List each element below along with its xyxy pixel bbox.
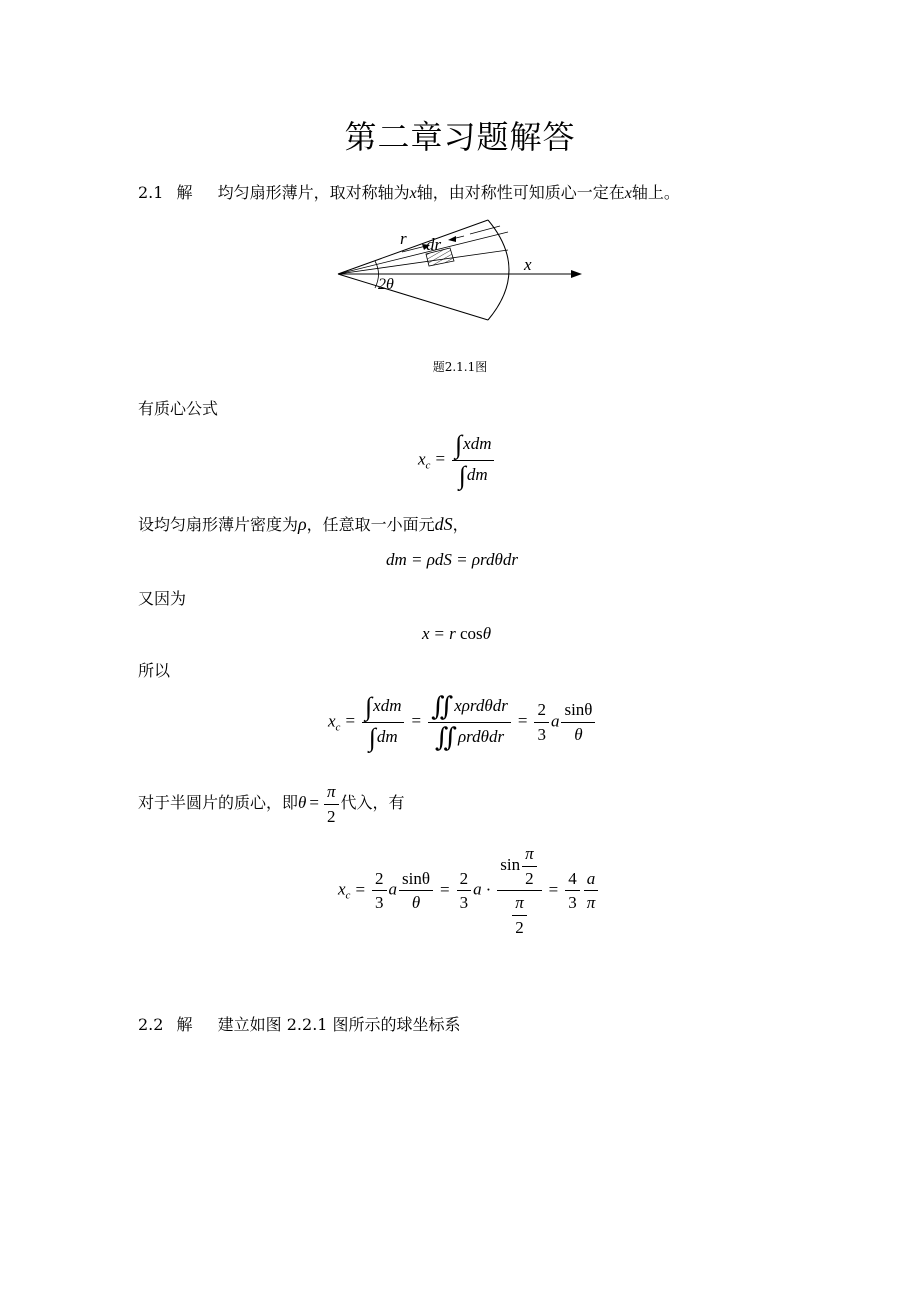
eq-sign: = (440, 879, 450, 899)
intro-text-1: 均匀扇形薄片，取对称轴为 (217, 183, 410, 202)
page-title: 第二章习题解答 (344, 118, 576, 156)
fraction-nested (497, 844, 541, 937)
denominator: 3 (375, 893, 384, 913)
denominator: dm (376, 726, 398, 746)
sector-arc (488, 220, 509, 320)
var-rho: ρ (298, 514, 307, 534)
eq-sub: c (345, 889, 351, 902)
fraction-sin (399, 869, 433, 913)
eq-sign: = (517, 711, 528, 731)
sector-lower-edge (338, 274, 488, 320)
text-density (138, 512, 469, 535)
fraction-pi-2 (512, 893, 527, 937)
numerator: 2 (534, 700, 549, 723)
numerator: π (522, 844, 537, 867)
label-angle: 2θ (378, 276, 394, 293)
problem-2-2-intro (138, 1012, 461, 1035)
eq-sign: = (548, 879, 559, 899)
numerator: 2 (372, 869, 387, 892)
label-x: x (524, 255, 532, 274)
cos: cos (460, 624, 483, 643)
problem-number: 2.1 (138, 183, 164, 202)
semicircle-text-2: 代入，有 (340, 792, 405, 812)
denominator: θ (574, 725, 583, 744)
denominator: π (586, 893, 596, 913)
var-a: a (550, 711, 560, 731)
figure-caption: 题2.1.1图 (432, 360, 488, 374)
fraction-pi-2 (522, 844, 537, 888)
numerator: π (512, 893, 527, 916)
sector-upper-edge (338, 220, 488, 274)
denominator: θ (411, 893, 421, 913)
label-dr: dr (426, 235, 442, 254)
intro-text-3: 轴上。 (631, 183, 680, 202)
numerator: 4 (565, 869, 580, 892)
denominator: dm (466, 464, 488, 484)
integral: ∫ (368, 723, 376, 752)
eq-sign: = (355, 879, 366, 899)
denominator: 3 (537, 725, 546, 744)
fraction-const (534, 700, 549, 744)
radial-line-2 (338, 250, 508, 274)
text-formula-intro: 有质心公式 (138, 399, 219, 418)
numerator: xρrdθdr (454, 695, 508, 715)
eq-sign: = (435, 449, 446, 469)
numerator: xdm (373, 695, 402, 715)
double-integral: ∬ (431, 692, 454, 721)
var-ds: dS (434, 514, 453, 534)
denominator: 3 (459, 893, 469, 913)
numerator: 2 (457, 869, 472, 892)
var-x: x (409, 185, 417, 202)
eq-sign: = (345, 711, 356, 731)
fraction-pi-2 (324, 782, 339, 826)
eq-sign: = (434, 624, 445, 643)
eq-sub: c (335, 721, 341, 734)
numerator: a (584, 869, 599, 892)
var-a: a (388, 879, 398, 899)
radial-line-1 (338, 232, 508, 274)
semicircle-text-1: 对于半圆片的质心，即 (138, 792, 299, 812)
denominator: 3 (568, 893, 577, 913)
numerator: xdm (463, 433, 492, 453)
denominator: 2 (326, 806, 336, 826)
sin: sin (500, 854, 521, 874)
problem-2-2-text: 建立如图 2.2.1 图所示的球坐标系 (217, 1015, 461, 1034)
fraction-const (372, 869, 387, 913)
fraction-3 (561, 700, 595, 744)
fraction-4-3 (565, 869, 580, 913)
eq-lhs: x (338, 879, 346, 899)
fraction-2 (428, 694, 511, 751)
equation-semicircle (338, 844, 600, 937)
integral: ∫ (455, 430, 463, 459)
var-r: r (449, 624, 456, 643)
eq-lhs: x (418, 449, 426, 469)
fraction-const-2 (457, 869, 472, 913)
equation-centroid-def (418, 432, 496, 489)
text-semicircle (138, 782, 405, 826)
density-text-2: ，任意取一小面元 (306, 515, 435, 534)
label-r: r (400, 229, 407, 248)
var-theta: θ (482, 624, 492, 643)
denominator: 2 (515, 917, 524, 937)
numerator: sinθ (561, 700, 595, 723)
dot: · (485, 879, 492, 899)
var-theta: θ (298, 792, 307, 812)
eq-sign: = (411, 711, 422, 731)
solution-label: 解 (176, 183, 193, 202)
x-axis-arrow (571, 270, 582, 278)
text-therefore: 所以 (138, 661, 171, 680)
density-text-3: ， (452, 515, 469, 534)
denominator: 2 (525, 868, 534, 888)
density-text-1: 设均匀扇形薄片密度为 (138, 515, 299, 534)
equation-x (422, 624, 491, 644)
var-a: a (473, 879, 482, 899)
numerator: π (324, 782, 339, 805)
denominator: ρrdθdr (457, 726, 505, 746)
var-x: x (624, 185, 632, 202)
integral: ∫ (365, 692, 373, 721)
fraction (452, 432, 494, 489)
text-because: 又因为 (138, 589, 187, 608)
integral: ∫ (458, 461, 466, 490)
equation-dm: dm = ρdS = ρrdθdr (386, 550, 518, 569)
problem-2-1-intro (138, 180, 680, 203)
solution-label: 解 (176, 1015, 193, 1034)
sector-figure (330, 218, 590, 326)
eq-lhs: x (328, 711, 336, 731)
intro-text-2: 轴，由对称性可知质心一定在 (416, 183, 625, 202)
problem-number: 2.2 (138, 1015, 164, 1034)
double-integral: ∬ (434, 723, 457, 752)
eq-sub: c (425, 459, 431, 472)
fraction-a-pi (584, 869, 599, 913)
eq-lhs: x (422, 624, 430, 643)
equation-centroid-result (328, 694, 597, 751)
fraction-1 (362, 694, 404, 751)
eq-sign: = (309, 792, 319, 812)
numerator: sinθ (399, 869, 433, 892)
